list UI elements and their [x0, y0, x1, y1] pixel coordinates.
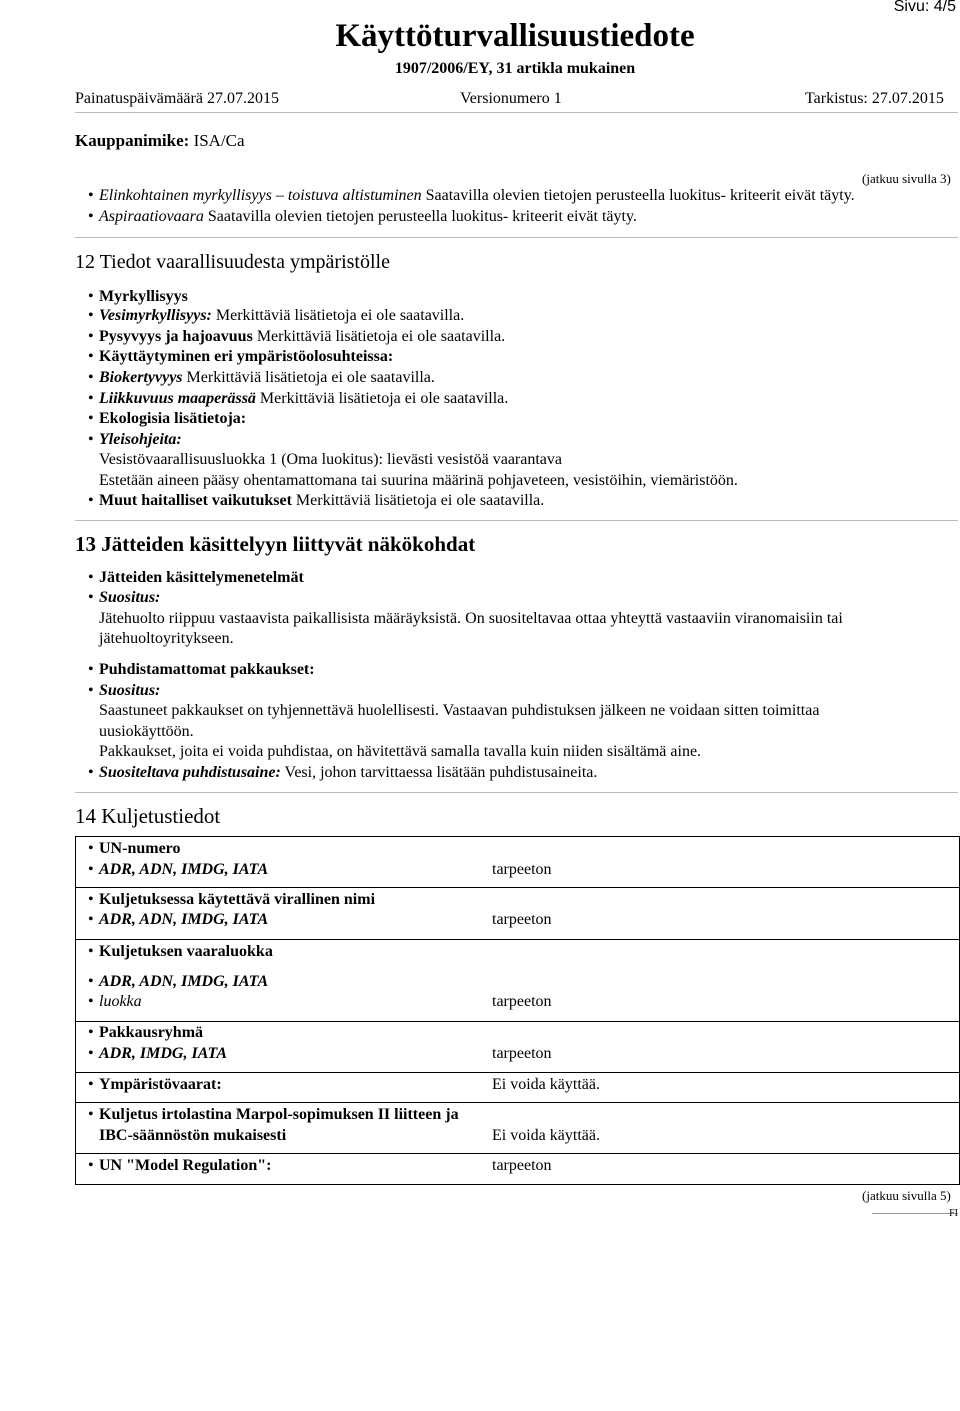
language-code: FI	[949, 1208, 958, 1219]
continued-from: (jatkuu sivulla 3)	[862, 171, 951, 186]
revision-date: Tarkistus: 27.07.2015	[805, 90, 944, 107]
header-divider	[75, 112, 958, 113]
section-divider	[75, 237, 958, 238]
list-item: • Pysyvyys ja hajoavuus Merkittäviä lisätietoja ei ole saatavilla.	[88, 328, 506, 345]
list-item: • ADR, IMDG, IATA	[88, 1045, 228, 1062]
recommendation-text: Jätehuolto riippuu vastaavista paikallisista määräyksistä. On suositeltavaa ottaa yhteyttä vastaaviin viranomaisiin tai	[99, 610, 843, 627]
hazard-class-value: tarpeeton	[492, 993, 552, 1010]
un-number-value: tarpeeton	[492, 861, 552, 878]
list-item: • Yleisohjeita:	[88, 431, 182, 448]
list-item: • ADR, ADN, IMDG, IATA	[88, 973, 269, 990]
recommendation-text: Saastuneet pakkaukset on tyhjennettävä huolellisesti. Vastaavan puhdistuksen jälkeen ne voidaan sitten toimittaa	[99, 702, 820, 719]
list-item: • Ekologisia lisätietoja:	[88, 410, 247, 427]
list-item: • Liikkuvuus maaperässä Merkittäviä lisätietoja ei ole saatavilla.	[88, 390, 509, 407]
list-item: • Ympäristövaarat:	[88, 1076, 222, 1093]
list-item: • Kuljetus irtolastina Marpol-sopimuksen II liitteen ja	[88, 1106, 459, 1123]
list-item: • Myrkyllisyys	[88, 288, 188, 305]
recommendation-text: jätehuoltoyritykseen.	[99, 630, 234, 647]
version-number: Versionumero 1	[460, 90, 562, 107]
trade-name: Kauppanimike: ISA/Ca	[75, 131, 245, 150]
list-item: • Suositus:	[88, 589, 161, 606]
bulk-transport-value: Ei voida käyttää.	[492, 1127, 600, 1144]
list-item: • Biokertyvyys Merkittäviä lisätietoja ei ole saatavilla.	[88, 369, 435, 386]
section-14-heading: 14 Kuljetustiedot	[75, 804, 221, 828]
section-12-heading: 12 Tiedot vaarallisuudesta ympäristölle	[75, 251, 390, 273]
document-subtitle: 1907/2006/EY, 31 artikla mukainen	[394, 60, 636, 77]
list-item: • Suositeltava puhdistusaine: Vesi, johon tarvittaessa lisätään puhdistusaineita.	[88, 764, 598, 781]
list-item: • Vesimyrkyllisyys: Merkittäviä lisätietoja ei ole saatavilla.	[88, 307, 465, 324]
recommendation-text: uusiokäyttöön.	[99, 723, 194, 740]
shipping-name-value: tarpeeton	[492, 911, 552, 928]
prevention-text: Estetään aineen pääsy ohentamattomana tai suurina määrinä pohjaveteen, vesistöihin, viemäristöön.	[99, 472, 738, 489]
section-divider	[75, 520, 958, 521]
list-item: • Elinkohtainen myrkyllisyys – toistuva altistuminen Saatavilla olevien tietojen perusteella luokitus- kriteerit eivät täyty.	[88, 187, 855, 204]
document-title: Käyttöturvallisuustiedote	[335, 18, 695, 54]
model-regulation-value: tarpeeton	[492, 1157, 552, 1174]
list-item: • Puhdistamattomat pakkaukset:	[88, 661, 315, 678]
list-item: • Jätteiden käsittelymenetelmät	[88, 569, 304, 586]
list-item: • ADR, ADN, IMDG, IATA	[88, 861, 269, 878]
list-item: • Kuljetuksen vaaraluokka	[88, 943, 273, 960]
list-item: • UN "Model Regulation":	[88, 1157, 272, 1174]
list-item: • UN-numero	[88, 840, 181, 857]
list-item: • Suositus:	[88, 682, 161, 699]
list-item: • Käyttäytyminen eri ympäristöolosuhteissa:	[88, 348, 394, 365]
recommendation-text: Pakkaukset, joita ei voida puhdistaa, on hävitettävä samalla tavalla kuin niiden sisältämä aine.	[99, 743, 702, 760]
list-item: • Kuljetuksessa käytettävä virallinen nimi	[88, 891, 376, 908]
wgk-text: Vesistövaarallisuusluokka 1 (Oma luokitus): lievästi vesistöä vaarantava	[99, 451, 562, 468]
page-number: Sivu: 4/5	[893, 0, 956, 15]
print-date: Painatuspäivämäärä 27.07.2015	[75, 90, 279, 107]
list-item: • Pakkausryhmä	[88, 1024, 204, 1041]
list-item: • Aspiraatiovaara Saatavilla olevien tietojen perusteella luokitus- kriteerit eivät täyty.	[88, 208, 637, 225]
list-item: • luokka	[88, 993, 142, 1010]
section-13-heading: 13 Jätteiden käsittelyyn liittyvät näkökohdat	[75, 532, 476, 556]
continued-to: (jatkuu sivulla 5)	[862, 1188, 951, 1203]
environmental-hazards-value: Ei voida käyttää.	[492, 1076, 600, 1093]
list-item: • Muut haitalliset vaikutukset Merkittäviä lisätietoja ei ole saatavilla.	[88, 492, 545, 509]
list-item: • ADR, ADN, IMDG, IATA	[88, 911, 269, 928]
section-divider	[75, 792, 958, 793]
bulk-label-cont: IBC-säännöstön mukaisesti	[99, 1127, 287, 1144]
packing-group-value: tarpeeton	[492, 1045, 552, 1062]
